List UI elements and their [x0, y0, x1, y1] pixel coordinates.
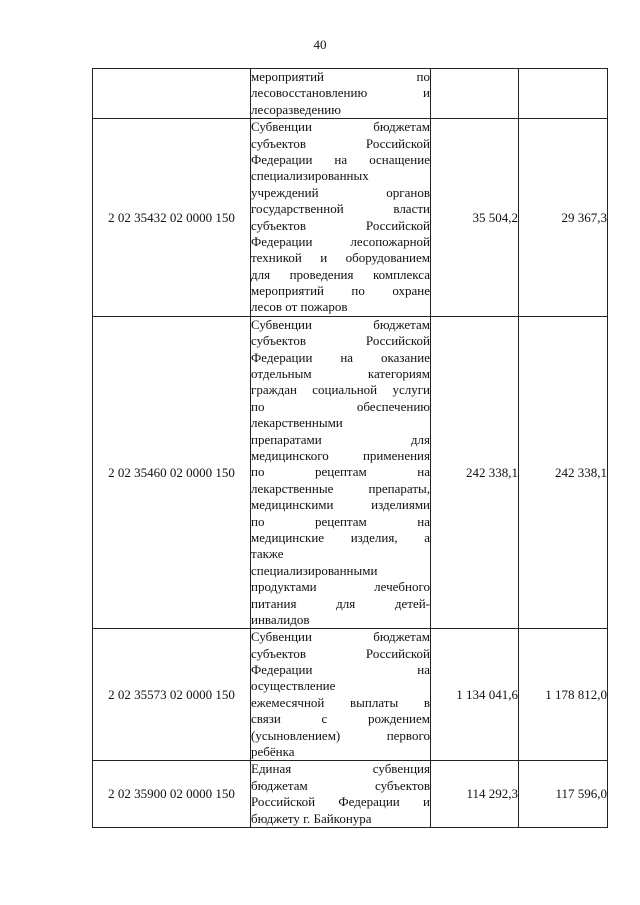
amount-cell-second: 242 338,1 — [519, 316, 608, 628]
description-cell — [251, 629, 431, 761]
description-line: граждан социальной услуги — [251, 382, 430, 398]
description-line: ребёнка — [251, 744, 295, 760]
budget-revenue-table — [92, 68, 608, 828]
description-line: для проведения комплекса — [251, 266, 430, 282]
description-line: учреждений органов — [251, 184, 430, 200]
description-cell — [251, 316, 431, 628]
description-line: Федерации на оснащение — [251, 151, 430, 167]
description-line: инвалидов — [251, 611, 310, 627]
table-row — [93, 119, 608, 317]
amount-cell-first — [431, 69, 519, 119]
budget-code-cell: 2 02 35460 02 0000 150 — [93, 316, 251, 628]
description-line: специализированных — [251, 168, 369, 184]
amount-cell-first: 242 338,1 — [431, 316, 519, 628]
table-row — [93, 69, 608, 119]
description-line: Федерации лесопожарной — [251, 233, 430, 249]
description-line: государственной власти — [251, 201, 430, 217]
description-line: медицинского применения — [251, 447, 430, 463]
description-line: Субвенции бюджетам — [251, 316, 430, 332]
description-line: продуктами лечебного — [251, 579, 430, 595]
description-line: ежемесячной выплаты в — [251, 694, 430, 710]
description-line: связи с рождением — [251, 711, 430, 727]
description-line: также — [251, 546, 284, 562]
description-line: отдельным категориям — [251, 366, 430, 382]
description-line: по рецептам на — [251, 513, 430, 529]
amount-cell-second: 1 178 812,0 — [519, 629, 608, 761]
description-line: Единая субвенция — [251, 761, 430, 777]
budget-code-cell: 2 02 35900 02 0000 150 — [93, 761, 251, 828]
amount-cell-first: 35 504,2 — [431, 119, 519, 317]
budget-code-cell — [93, 69, 251, 119]
description-line: субъектов Российской — [251, 333, 430, 349]
description-line: Субвенции бюджетам — [251, 629, 430, 645]
description-cell — [251, 761, 431, 828]
description-line: Федерации на оказание — [251, 349, 430, 365]
table-row — [93, 629, 608, 761]
description-line: медицинские изделия, а — [251, 529, 430, 545]
description-line: бюджету г. Байконура — [251, 810, 372, 826]
description-line: по обеспечению — [251, 398, 430, 414]
description-line: лесоразведению — [251, 101, 341, 117]
page-number: 40 — [313, 37, 327, 52]
description-line: препаратами для — [251, 431, 430, 447]
table-row — [93, 316, 608, 628]
description-line: (усыновлением) первого — [251, 727, 430, 743]
table-row — [93, 761, 608, 828]
amount-cell-second — [519, 69, 608, 119]
description-line: лесовосстановлению и — [251, 85, 430, 101]
description-line: Российской Федерации и — [251, 794, 430, 810]
description-line: субъектов Российской — [251, 135, 430, 151]
description-line: мероприятий по — [251, 69, 430, 84]
description-line: Федерации на — [251, 662, 430, 678]
amount-cell-second: 117 596,0 — [519, 761, 608, 828]
table-body — [93, 69, 608, 828]
budget-code-cell: 2 02 35573 02 0000 150 — [93, 629, 251, 761]
description-line: лекарственные препараты, — [251, 480, 430, 496]
amount-cell-first: 1 134 041,6 — [431, 629, 519, 761]
description-line: субъектов Российской — [251, 217, 430, 233]
description-line: бюджетам субъектов — [251, 777, 430, 793]
description-line: мероприятий по охране — [251, 283, 430, 299]
budget-code-cell: 2 02 35432 02 0000 150 — [93, 119, 251, 317]
description-cell — [251, 69, 431, 119]
description-line: осуществление — [251, 678, 336, 694]
description-line: специализированными — [251, 562, 378, 578]
description-line: субъектов Российской — [251, 645, 430, 661]
description-line: лекарственными — [251, 415, 343, 431]
description-line: питания для детей- — [251, 595, 430, 611]
description-line: медицинскими изделиями — [251, 497, 430, 513]
description-line: техникой и оборудованием — [251, 250, 430, 266]
amount-cell-first: 114 292,3 — [431, 761, 519, 828]
description-line: лесов от пожаров — [251, 299, 348, 315]
amount-cell-second: 29 367,3 — [519, 119, 608, 317]
description-cell — [251, 119, 431, 317]
description-line: Субвенции бюджетам — [251, 119, 430, 135]
description-line: по рецептам на — [251, 464, 430, 480]
